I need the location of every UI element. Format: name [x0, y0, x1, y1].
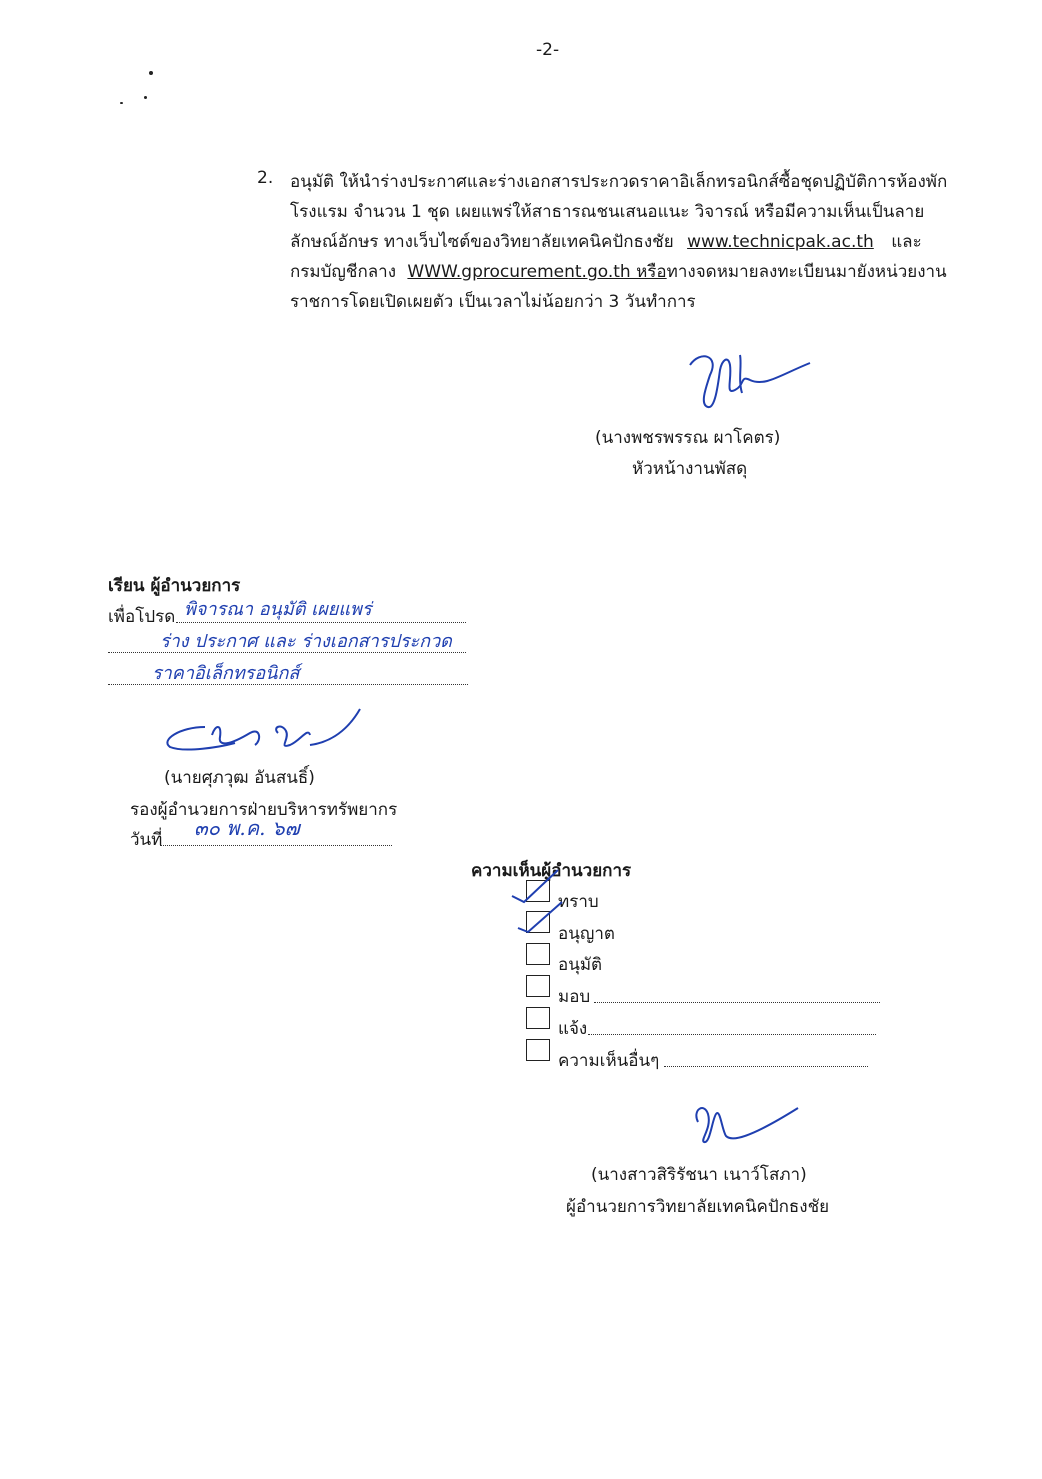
- signer-1-name: (นางพชรพรรณ ผาโคตร): [595, 428, 781, 448]
- check-mark-icon: [508, 868, 568, 938]
- option-label-approve: อนุมัติ: [558, 955, 603, 975]
- page-number: -2-: [536, 40, 560, 60]
- item-number: 2.: [257, 168, 274, 188]
- scan-speck: [120, 102, 123, 104]
- checkbox-other-opinion[interactable]: [526, 1039, 550, 1061]
- website-link-technicpak[interactable]: www.technicpak.ac.th: [687, 232, 874, 252]
- checkbox-inform[interactable]: [526, 1007, 550, 1029]
- item-line: ราชการโดยเปิดเผยตัว เป็นเวลาไม่น้อยกว่า 3 วันทำการ: [290, 292, 696, 312]
- item-line-text: ทางจดหมายลงทะเบียนมายังหน่วยงาน: [666, 262, 947, 282]
- signer-2-name: (นายศุภวุฒ อันสนธิ์): [164, 768, 315, 788]
- option-label-acknowledge: ทราบ: [558, 892, 599, 912]
- other-opinion-dotted-line: [664, 1066, 868, 1067]
- signer-3-name: (นางสาวสิริรัชนา เนาว์โสภา): [591, 1165, 807, 1185]
- assign-dotted-line: [594, 1002, 880, 1003]
- item-paragraph: [290, 168, 970, 328]
- option-label-other-opinion: ความเห็นอื่นๆ: [558, 1051, 660, 1071]
- signer-1-position: หัวหน้างานพัสดุ: [632, 459, 748, 479]
- signature-3: [690, 1100, 805, 1145]
- item-line: [290, 258, 947, 285]
- signer-3-position: ผู้อำนวยการวิทยาลัยเทคนิคปักธงชัย: [566, 1197, 830, 1217]
- checkbox-assign[interactable]: [526, 975, 550, 997]
- date-dotted-line: [160, 845, 392, 846]
- memo-handwritten-line: ร่าง ประกาศ และ ร่างเอกสารประกวด: [160, 631, 452, 652]
- website-link-gprocurement[interactable]: WWW.gprocurement.go.th หรือ: [407, 262, 667, 282]
- and-word: และ: [891, 232, 922, 252]
- checkbox-approve[interactable]: [526, 943, 550, 965]
- option-label-inform: แจ้ง: [558, 1019, 588, 1039]
- item-line-text: ลักษณ์อักษร ทางเว็บไซต์ของวิทยาลัยเทคนิคปักธงชัย: [290, 232, 674, 252]
- option-label-permit: อนุญาต: [558, 924, 615, 944]
- item-line: [290, 228, 922, 255]
- signer-2-position: รองผู้อำนวยการฝ่ายบริหารทรัพยากร: [130, 800, 398, 820]
- item-line-text: กรมบัญชีกลาง: [290, 262, 397, 282]
- director-opinion-heading: ความเห็นผู้อำนวยการ: [471, 861, 632, 881]
- item-line: อนุมัติ ให้นำร่างประกาศและร่างเอกสารประกวดราคาอิเล็กทรอนิกส์ซื้อชุดปฏิบัติการห้องพัก: [290, 172, 948, 192]
- scan-speck: [144, 96, 147, 99]
- item-line: โรงแรม จำนวน 1 ชุด เผยแพร่ให้สาธารณชนเสนอแนะ วิจารณ์ หรือมีความเห็นเป็นลาย: [290, 202, 925, 222]
- signer-2-date-handwritten: ๓๐ พ.ค. ๖๗: [194, 816, 300, 840]
- memo-handwritten-line: ราคาอิเล็กทรอนิกส์: [152, 663, 300, 684]
- scan-speck: [149, 71, 153, 75]
- signer-2-date-label: วันที่: [130, 830, 163, 850]
- option-label-assign: มอบ: [558, 987, 591, 1007]
- memo-handwritten-line: พิจารณา อนุมัติ เผยแพร่: [184, 599, 372, 620]
- inform-dotted-line: [588, 1034, 876, 1035]
- memo-heading: เรียน ผู้อำนวยการ: [108, 576, 241, 596]
- memo-for-label: เพื่อโปรด: [108, 607, 176, 627]
- signature-1: [680, 345, 820, 415]
- signature-2: [160, 705, 375, 765]
